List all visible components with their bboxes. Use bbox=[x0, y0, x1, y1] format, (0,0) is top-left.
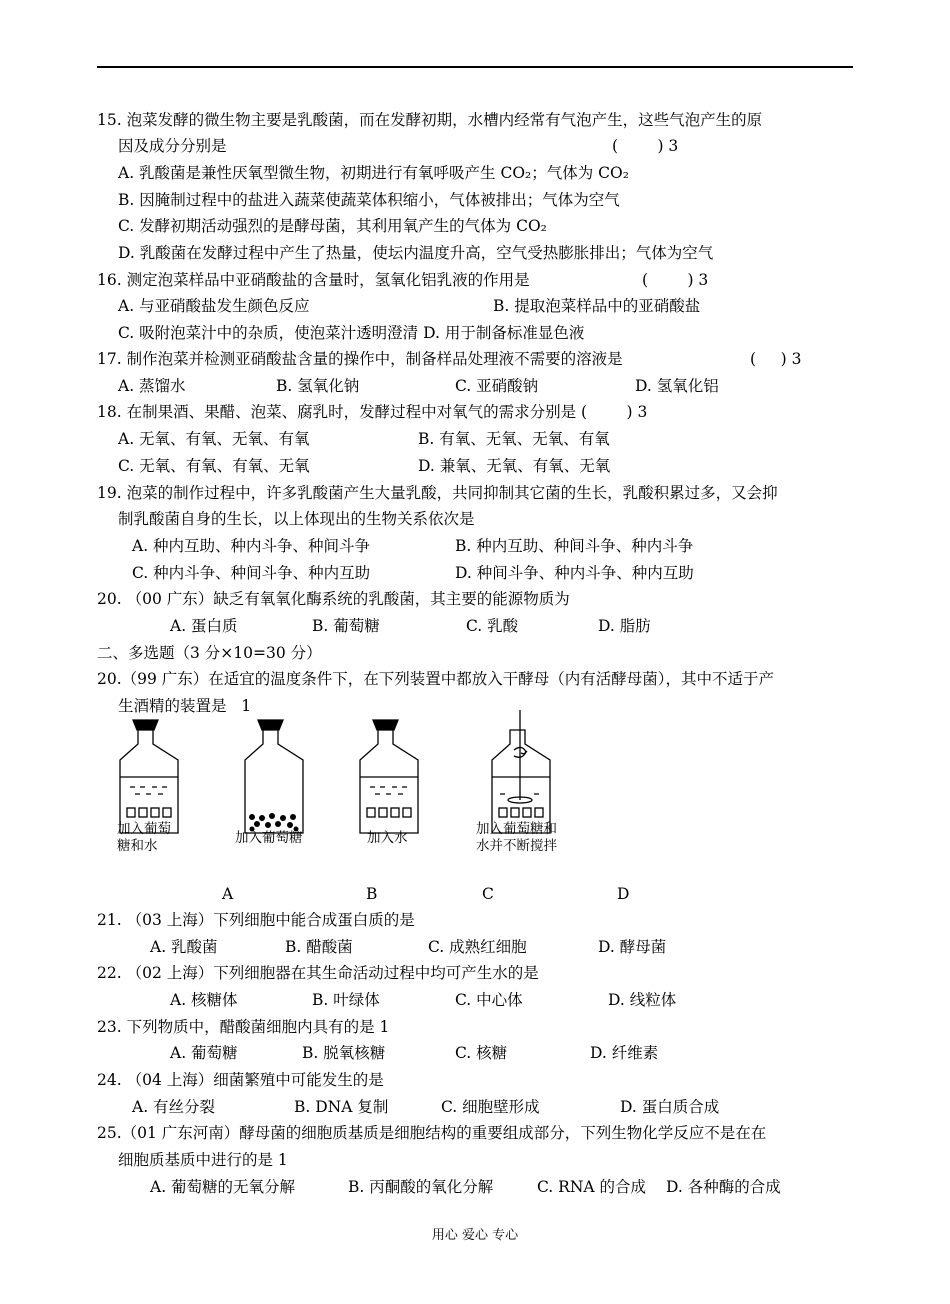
q19-option-b: B. 种内互助、种间斗争、种内斗争 bbox=[455, 537, 694, 555]
bottle-d-stirrer-icon bbox=[492, 710, 550, 833]
q25-option-b: B. 丙酮酸的氧化分解 bbox=[348, 1178, 494, 1196]
q15-stem-2: 因及成分分别是 bbox=[118, 137, 227, 155]
bottle-a-icon bbox=[120, 720, 178, 833]
page-footer: 用心 爱心 专心 bbox=[431, 1228, 519, 1243]
q20b-stem-2: 生酒精的装置是 1 bbox=[118, 697, 252, 715]
q24-option-d: D. 蛋白质合成 bbox=[620, 1098, 720, 1116]
q17-option-c: C. 亚硝酸钠 bbox=[455, 377, 539, 395]
q22-option-b: B. 叶绿体 bbox=[312, 991, 380, 1009]
q18-option-a: A. 无氧、有氧、无氧、有氧 bbox=[118, 430, 310, 448]
q18-stem: 18. 在制果酒、果醋、泡菜、腐乳时，发酵过程中对氧气的需求分别是 ( ) 3 bbox=[97, 403, 648, 421]
q16-stem: 16. 测定泡菜样品中亚硝酸盐的含量时，氢氧化铝乳液的作用是 bbox=[97, 271, 530, 289]
q23-option-a: A. 葡萄糖 bbox=[170, 1044, 238, 1062]
q18-option-d: D. 兼氧、无氧、有氧、无氧 bbox=[418, 457, 611, 475]
q16-option-cd: C. 吸附泡菜汁中的杂质，使泡菜汁透明澄清 D. 用于制备标准显色液 bbox=[118, 324, 585, 342]
q17-option-d: D. 氢氧化铝 bbox=[635, 377, 719, 395]
q19-option-c: C. 种内斗争、种间斗争、种内互助 bbox=[132, 564, 371, 582]
q15-option-c: C. 发酵初期活动强烈的是酵母菌，其利用氧产生的气体为 CO₂ bbox=[118, 217, 547, 235]
q24-stem: 24. （04 上海）细菌繁殖中可能发生的是 bbox=[97, 1071, 384, 1089]
q25-option-d: D. 各种酶的合成 bbox=[666, 1178, 781, 1196]
q20a-stem: 20. （00 广东）缺乏有氧氧化酶系统的乳酸菌，其主要的能源物质为 bbox=[97, 590, 570, 608]
q20a-option-d: D. 脂肪 bbox=[598, 617, 651, 635]
bottle-b-icon bbox=[245, 720, 303, 833]
q19-stem-1: 19. 泡菜的制作过程中，许多乳酸菌产生大量乳酸，共同抑制其它菌的生长，乳酸积累过多，又会抑 bbox=[97, 484, 778, 502]
q21-option-a: A. 乳酸菌 bbox=[150, 938, 218, 956]
q15-option-a: A. 乳酸菌是兼性厌氧型微生物，初期进行有氧呼吸产生 CO₂；气体为 CO₂ bbox=[118, 164, 629, 182]
q15-option-d: D. 乳酸菌在发酵过程中产生了热量，使坛内温度升高，空气受热膨胀排出；气体为空气 bbox=[118, 244, 714, 262]
q20a-option-a: A. 蛋白质 bbox=[170, 617, 238, 635]
q21-option-b: B. 醋酸菌 bbox=[285, 938, 353, 956]
q16-option-b: B. 提取泡菜样品中的亚硝酸盐 bbox=[493, 297, 701, 315]
q22-option-c: C. 中心体 bbox=[455, 991, 523, 1009]
q18-option-b: B. 有氧、无氧、无氧、有氧 bbox=[418, 430, 610, 448]
q16-answer-mark: ( ) 3 bbox=[642, 271, 709, 289]
q22-option-d: D. 线粒体 bbox=[608, 991, 677, 1009]
q19-option-a: A. 种内互助、种内斗争、种间斗争 bbox=[132, 537, 371, 555]
q21-option-d: D. 酵母菌 bbox=[598, 938, 667, 956]
q18-option-c: C. 无氧、有氧、有氧、无氧 bbox=[118, 457, 310, 475]
caption-d-line1: 加入葡萄糖和 bbox=[476, 821, 557, 837]
figure-label-a: A bbox=[222, 885, 234, 903]
q17-stem: 17. 制作泡菜并检测亚硝酸盐含量的操作中，制备样品处理液不需要的溶液是 bbox=[97, 350, 623, 368]
q25-option-c: C. RNA 的合成 bbox=[537, 1178, 647, 1196]
caption-c: 加入水 bbox=[367, 830, 408, 846]
q23-option-b: B. 脱氧核糖 bbox=[302, 1044, 386, 1062]
q16-option-a: A. 与亚硝酸盐发生颜色反应 bbox=[118, 297, 310, 315]
q17-answer-mark: ( ) 3 bbox=[750, 350, 802, 368]
q17-option-b: B. 氢氧化钠 bbox=[276, 377, 360, 395]
q21-option-c: C. 成熟红细胞 bbox=[428, 938, 527, 956]
q25-option-a: A. 葡萄糖的无氧分解 bbox=[150, 1178, 296, 1196]
caption-b: 加入葡萄糖 bbox=[235, 830, 303, 846]
q15-stem-1: 15. 泡菜发酵的微生物主要是乳酸菌，而在发酵初期，水槽内经常有气泡产生，这些气泡产生的原 bbox=[97, 111, 763, 129]
figure-label-b: B bbox=[366, 885, 378, 903]
q19-stem-2: 制乳酸菌自身的生长，以上体现出的生物关系依次是 bbox=[118, 510, 475, 528]
caption-a-line1: 加入葡萄 bbox=[117, 821, 171, 837]
q25-stem-2: 细胞质基质中进行的是 1 bbox=[118, 1151, 288, 1169]
q23-stem: 23. 下列物质中，醋酸菌细胞内具有的是 1 bbox=[97, 1018, 390, 1036]
header-rule bbox=[97, 66, 853, 68]
q15-answer-mark: ( ) 3 bbox=[612, 137, 679, 155]
section-heading-multi-choice: 二、多选题（3 分×10=30 分） bbox=[97, 644, 322, 662]
q21-stem: 21. （03 上海）下列细胞中能合成蛋白质的是 bbox=[97, 911, 415, 929]
q23-option-c: C. 核糖 bbox=[455, 1044, 508, 1062]
q19-option-d: D. 种间斗争、种内斗争、种内互助 bbox=[455, 564, 694, 582]
q20a-option-c: C. 乳酸 bbox=[466, 617, 519, 635]
caption-d-line2: 水并不断搅拌 bbox=[476, 838, 557, 854]
bottle-c-icon bbox=[360, 720, 418, 833]
q24-option-c: C. 细胞壁形成 bbox=[441, 1098, 540, 1116]
q20a-option-b: B. 葡萄糖 bbox=[312, 617, 380, 635]
figure-label-c: C bbox=[482, 885, 494, 903]
figure-label-d: D bbox=[617, 885, 630, 903]
q20b-stem-1: 20.（99 广东）在适宜的温度条件下，在下列装置中都放入干酵母（内有活酵母菌），其中不适于产 bbox=[97, 670, 775, 688]
q25-stem-1: 25.（01 广东河南）酵母菌的细胞质基质是细胞结构的重要组成部分，下列生物化学反应不是在在 bbox=[97, 1124, 767, 1142]
q22-stem: 22. （02 上海）下列细胞器在其生命活动过程中均可产生水的是 bbox=[97, 964, 539, 982]
q23-option-d: D. 纤维素 bbox=[590, 1044, 659, 1062]
q17-option-a: A. 蒸馏水 bbox=[118, 377, 186, 395]
q22-option-a: A. 核糖体 bbox=[170, 991, 238, 1009]
q24-option-b: B. DNA 复制 bbox=[294, 1098, 389, 1116]
q24-option-a: A. 有丝分裂 bbox=[132, 1098, 216, 1116]
q15-option-b: B. 因腌制过程中的盐进入蔬菜使蔬菜体积缩小，气体被排出；气体为空气 bbox=[118, 191, 620, 209]
caption-a-line2: 糖和水 bbox=[117, 838, 158, 854]
